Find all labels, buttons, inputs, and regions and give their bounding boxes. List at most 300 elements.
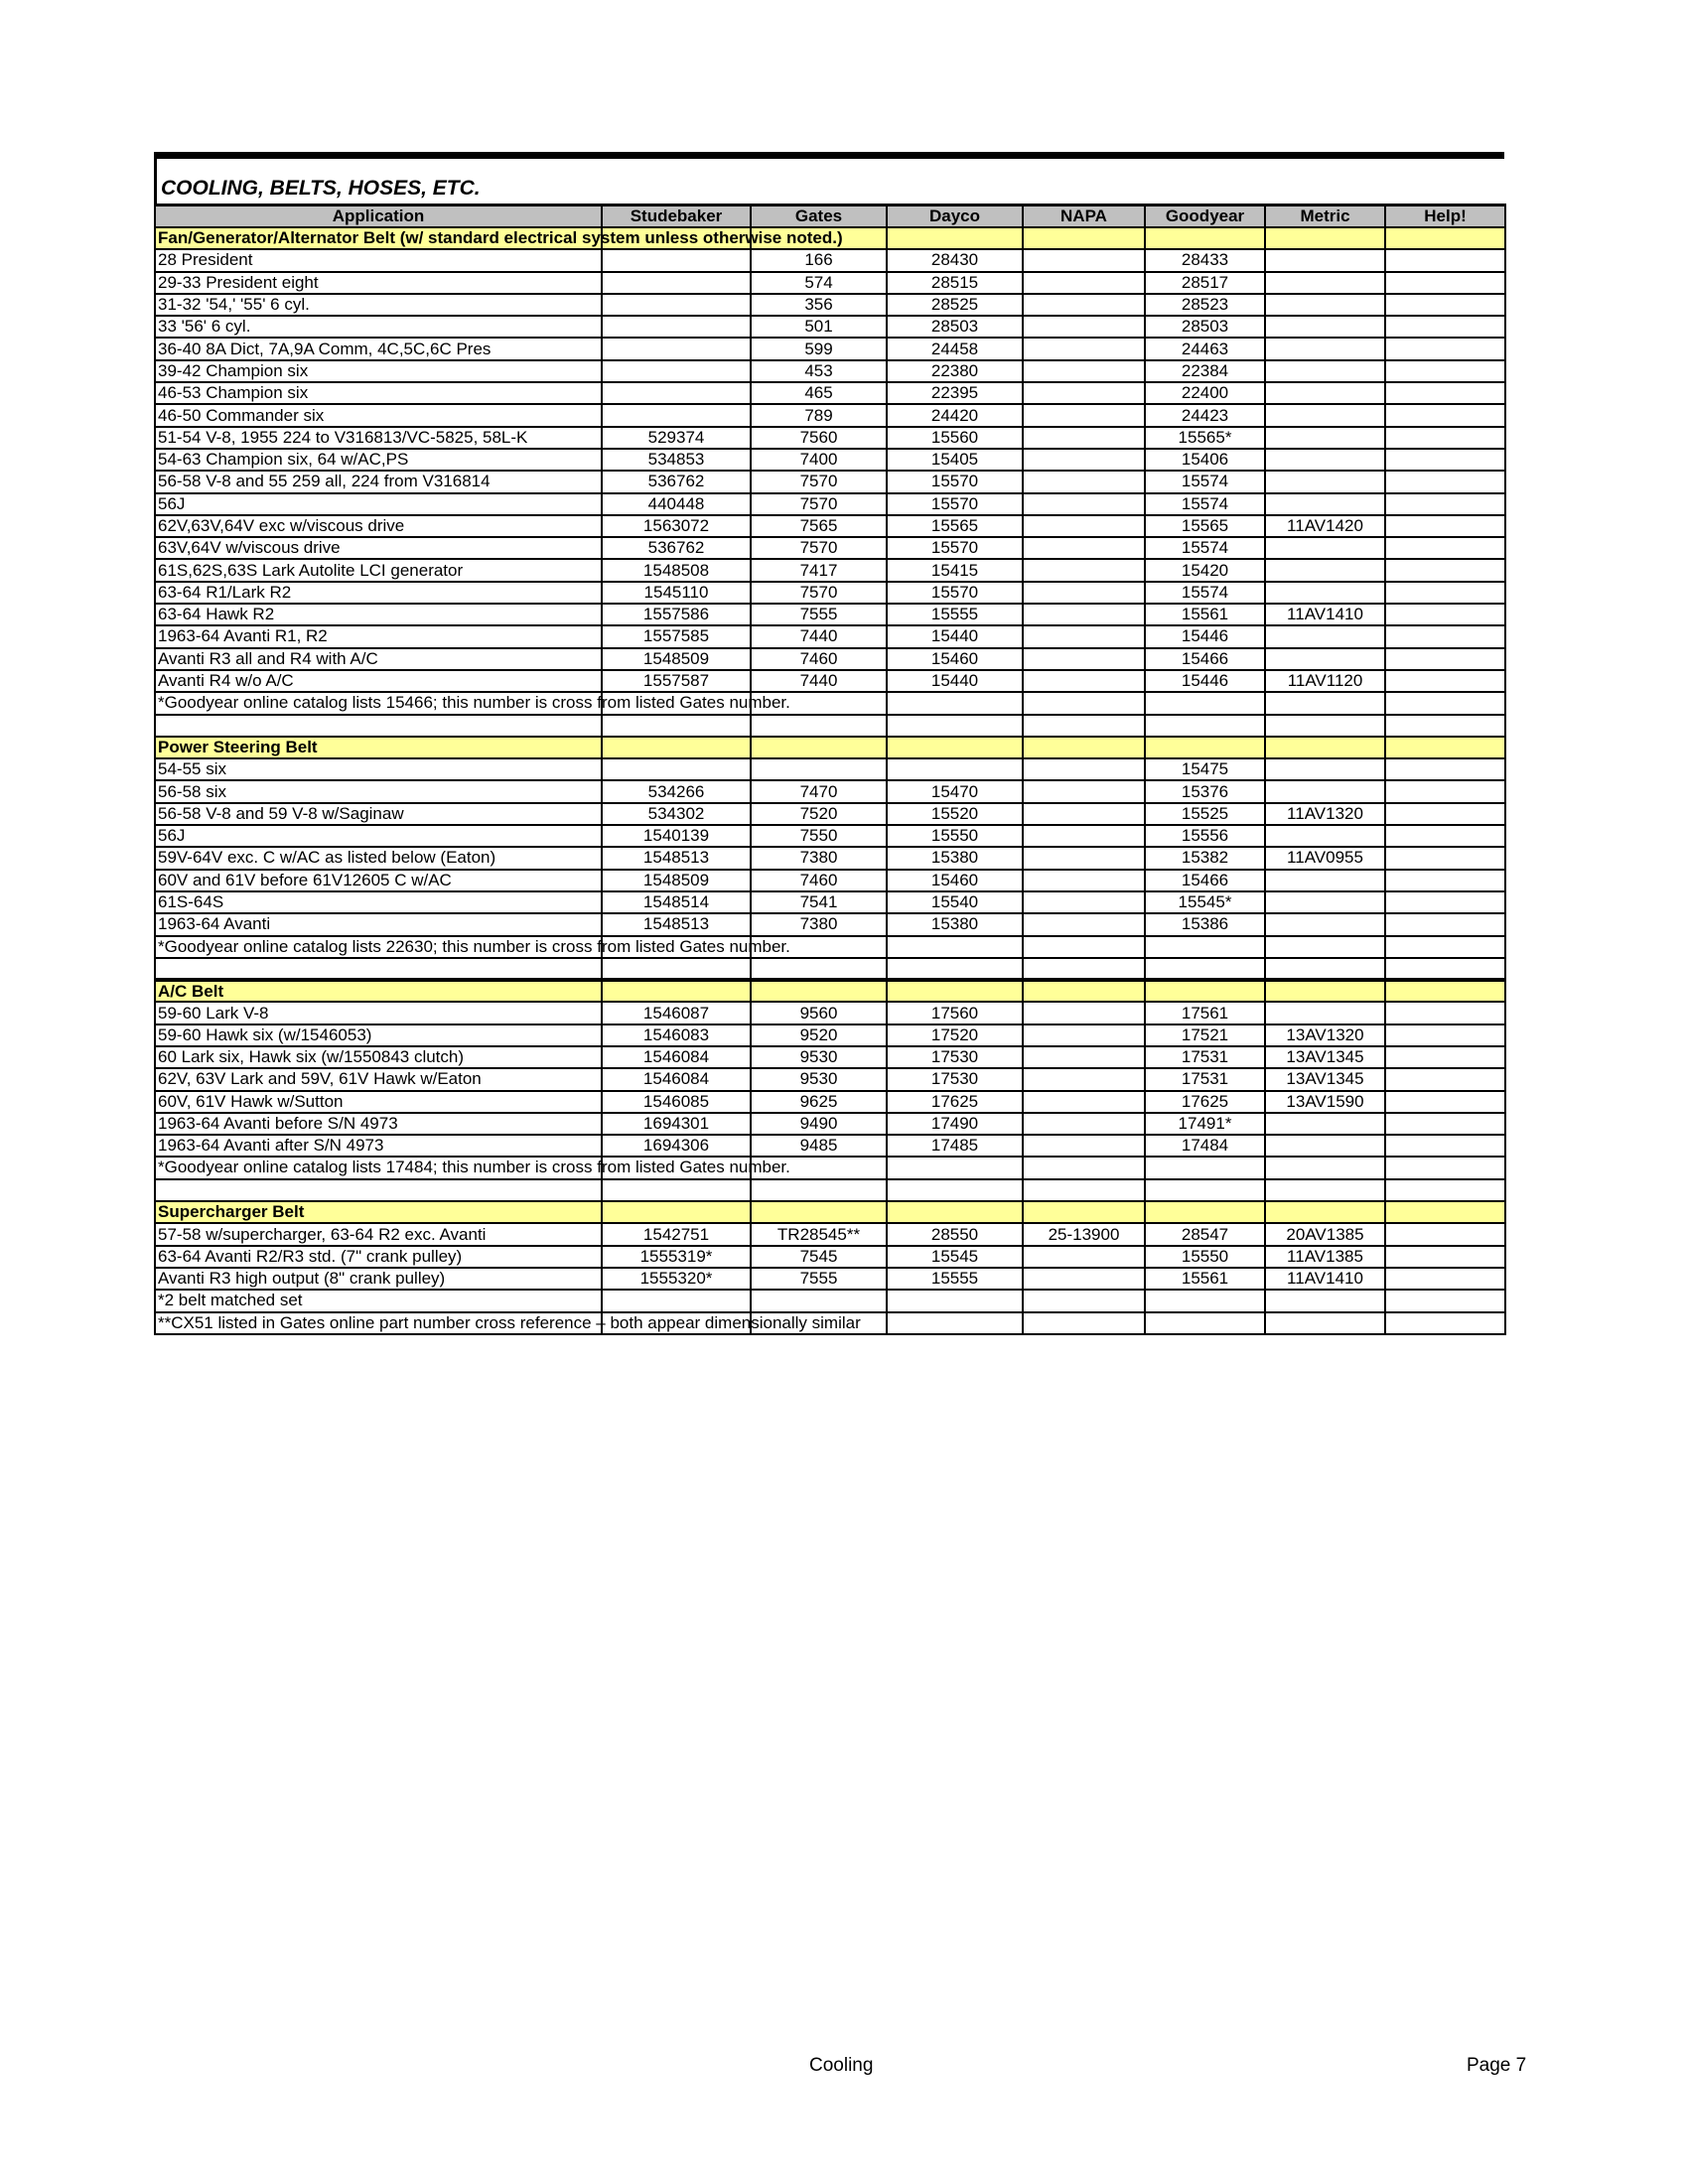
dayco-cell: 28525 [887, 294, 1023, 316]
metric-cell [1265, 249, 1385, 271]
help-cell [1385, 272, 1505, 294]
footnote: **CX51 listed in Gates online part number cross reference – both appear dimensionally similar [158, 1312, 861, 1332]
empty-cell [155, 958, 602, 980]
studebaker-cell: 1548514 [602, 891, 751, 913]
empty-cell [751, 958, 887, 980]
empty-cell [751, 1179, 887, 1201]
studebaker-cell: 440448 [602, 493, 751, 515]
goodyear-cell: 15446 [1145, 625, 1265, 647]
dayco-cell [887, 758, 1023, 780]
note-cell [155, 1312, 861, 1334]
dayco-cell: 15565 [887, 515, 1023, 537]
column-header: Gates [751, 205, 887, 228]
empty-cell [1145, 715, 1265, 737]
application-cell: 62V,63V,64V exc w/viscous drive [155, 515, 602, 537]
empty-cell [751, 1290, 887, 1311]
dayco-cell: 15380 [887, 913, 1023, 935]
empty-cell [1145, 1201, 1265, 1223]
napa-cell [1023, 1046, 1145, 1068]
gates-cell: 7570 [751, 471, 887, 492]
studebaker-cell: 536762 [602, 471, 751, 492]
napa-cell [1023, 582, 1145, 604]
empty-cell [602, 980, 751, 1002]
goodyear-cell: 15382 [1145, 847, 1265, 869]
napa-cell [1023, 1135, 1145, 1157]
empty-cell [1023, 958, 1145, 980]
application-cell: 59-60 Hawk six (w/1546053) [155, 1024, 602, 1046]
napa-cell [1023, 913, 1145, 935]
metric-cell [1265, 1002, 1385, 1024]
studebaker-cell: 1548509 [602, 870, 751, 891]
napa-cell [1023, 758, 1145, 780]
studebaker-cell [602, 249, 751, 271]
help-cell [1385, 249, 1505, 271]
application-cell: 56J [155, 493, 602, 515]
metric-cell [1265, 338, 1385, 359]
metric-cell [1265, 294, 1385, 316]
studebaker-cell: 529374 [602, 427, 751, 449]
empty-cell [887, 227, 1023, 249]
column-header: Goodyear [1145, 205, 1265, 228]
empty-cell [1385, 715, 1505, 737]
empty-cell [1023, 1290, 1145, 1311]
metric-cell: 11AV0955 [1265, 847, 1385, 869]
dayco-cell: 17530 [887, 1046, 1023, 1068]
gates-cell: 9530 [751, 1068, 887, 1090]
dayco-cell: 15460 [887, 870, 1023, 891]
empty-cell [602, 1179, 751, 1201]
studebaker-cell: 1546084 [602, 1068, 751, 1090]
dayco-cell: 17560 [887, 1002, 1023, 1024]
empty-cell [602, 1201, 751, 1223]
goodyear-cell: 15561 [1145, 1268, 1265, 1290]
dayco-cell: 17530 [887, 1068, 1023, 1090]
metric-cell [1265, 758, 1385, 780]
dayco-cell: 28515 [887, 272, 1023, 294]
studebaker-cell: 1555319* [602, 1246, 751, 1268]
empty-cell [1023, 737, 1145, 758]
metric-cell: 11AV1420 [1265, 515, 1385, 537]
application-cell: 33 '56' 6 cyl. [155, 316, 602, 338]
metric-cell: 13AV1320 [1265, 1024, 1385, 1046]
column-header: NAPA [1023, 205, 1145, 228]
help-cell [1385, 825, 1505, 847]
goodyear-cell: 15565 [1145, 515, 1265, 537]
dayco-cell: 22380 [887, 360, 1023, 382]
help-cell [1385, 515, 1505, 537]
column-header: Metric [1265, 205, 1385, 228]
footer-page-number: Page 7 [1467, 2055, 1527, 2076]
goodyear-cell: 28517 [1145, 272, 1265, 294]
gates-cell: 7555 [751, 604, 887, 625]
help-cell [1385, 625, 1505, 647]
studebaker-cell: 1540139 [602, 825, 751, 847]
gates-cell: 7541 [751, 891, 887, 913]
dayco-cell: 15570 [887, 471, 1023, 492]
studebaker-cell: 1546087 [602, 1002, 751, 1024]
application-cell: 60V, 61V Hawk w/Sutton [155, 1091, 602, 1113]
studebaker-cell [602, 294, 751, 316]
spacer-row [155, 715, 1505, 737]
napa-cell [1023, 648, 1145, 670]
goodyear-cell: 17625 [1145, 1091, 1265, 1113]
section-header-row [155, 980, 1505, 1002]
gates-cell: 7520 [751, 803, 887, 825]
section-title: Power Steering Belt [158, 737, 318, 756]
table-row [155, 294, 1505, 316]
table-row [155, 1002, 1505, 1024]
help-cell [1385, 648, 1505, 670]
metric-cell [1265, 537, 1385, 559]
empty-cell [751, 715, 887, 737]
empty-cell [1385, 1179, 1505, 1201]
dayco-cell: 15440 [887, 625, 1023, 647]
application-cell: 46-53 Champion six [155, 382, 602, 404]
table-row [155, 648, 1505, 670]
napa-cell [1023, 559, 1145, 581]
application-cell: 36-40 8A Dict, 7A,9A Comm, 4C,5C,6C Pres [155, 338, 602, 359]
empty-cell [1023, 1312, 1145, 1334]
studebaker-cell [602, 382, 751, 404]
empty-cell [887, 1179, 1023, 1201]
studebaker-cell: 1557586 [602, 604, 751, 625]
table-row [155, 1068, 1505, 1090]
empty-cell [1265, 1179, 1385, 1201]
napa-cell [1023, 537, 1145, 559]
gates-cell: 9485 [751, 1135, 887, 1157]
empty-cell [1023, 1157, 1145, 1178]
empty-cell [1145, 692, 1265, 714]
table-row [155, 1223, 1505, 1245]
metric-cell: 11AV1385 [1265, 1246, 1385, 1268]
metric-cell: 13AV1345 [1265, 1068, 1385, 1090]
application-cell: 1963-64 Avanti R1, R2 [155, 625, 602, 647]
empty-cell [602, 1290, 751, 1311]
application-cell: 46-50 Commander six [155, 404, 602, 426]
table-row [155, 537, 1505, 559]
goodyear-cell: 22384 [1145, 360, 1265, 382]
table-row [155, 847, 1505, 869]
empty-cell [1385, 958, 1505, 980]
studebaker-cell: 1542751 [602, 1223, 751, 1245]
goodyear-cell: 17521 [1145, 1024, 1265, 1046]
dayco-cell: 15545 [887, 1246, 1023, 1268]
metric-cell [1265, 582, 1385, 604]
help-cell [1385, 1223, 1505, 1245]
help-cell [1385, 382, 1505, 404]
table-row [155, 582, 1505, 604]
studebaker-cell: 1546085 [602, 1091, 751, 1113]
napa-cell [1023, 272, 1145, 294]
napa-cell [1023, 249, 1145, 271]
empty-cell [887, 936, 1023, 958]
note-cell [155, 936, 790, 958]
application-cell: 54-63 Champion six, 64 w/AC,PS [155, 449, 602, 471]
application-cell: 60 Lark six, Hawk six (w/1550843 clutch) [155, 1046, 602, 1068]
help-cell [1385, 803, 1505, 825]
napa-cell [1023, 825, 1145, 847]
goodyear-cell: 15376 [1145, 780, 1265, 802]
metric-cell [1265, 449, 1385, 471]
application-cell: 29-33 President eight [155, 272, 602, 294]
napa-cell [1023, 471, 1145, 492]
dayco-cell: 15570 [887, 537, 1023, 559]
table-row [155, 559, 1505, 581]
parts-table [154, 204, 1506, 1335]
application-cell: Avanti R4 w/o A/C [155, 670, 602, 692]
empty-cell [1265, 1157, 1385, 1178]
metric-cell [1265, 427, 1385, 449]
section-title-cell [155, 227, 843, 249]
help-cell [1385, 1024, 1505, 1046]
studebaker-cell [602, 360, 751, 382]
empty-cell [1023, 227, 1145, 249]
section-title: A/C Belt [158, 982, 224, 1002]
note-cell [155, 1157, 790, 1178]
section-title-cell [155, 980, 602, 1002]
application-cell: 62V, 63V Lark and 59V, 61V Hawk w/Eaton [155, 1068, 602, 1090]
gates-cell: 9625 [751, 1091, 887, 1113]
dayco-cell: 15540 [887, 891, 1023, 913]
gates-cell: 7555 [751, 1268, 887, 1290]
studebaker-cell [602, 758, 751, 780]
goodyear-cell: 15406 [1145, 449, 1265, 471]
help-cell [1385, 1091, 1505, 1113]
metric-cell: 11AV1320 [1265, 803, 1385, 825]
gates-cell [751, 758, 887, 780]
help-cell [1385, 604, 1505, 625]
table-row [155, 825, 1505, 847]
napa-cell [1023, 870, 1145, 891]
napa-cell [1023, 294, 1145, 316]
empty-cell [1145, 1157, 1265, 1178]
napa-cell [1023, 316, 1145, 338]
table-row [155, 382, 1505, 404]
empty-cell [1145, 1290, 1265, 1311]
gates-cell: 166 [751, 249, 887, 271]
help-cell [1385, 360, 1505, 382]
dayco-cell: 15470 [887, 780, 1023, 802]
dayco-cell: 15555 [887, 604, 1023, 625]
metric-cell [1265, 471, 1385, 492]
studebaker-cell: 536762 [602, 537, 751, 559]
empty-cell [1023, 936, 1145, 958]
goodyear-cell: 15550 [1145, 1246, 1265, 1268]
gates-cell: 7380 [751, 847, 887, 869]
help-cell [1385, 449, 1505, 471]
goodyear-cell: 15475 [1145, 758, 1265, 780]
studebaker-cell: 534302 [602, 803, 751, 825]
table-row [155, 471, 1505, 492]
dayco-cell: 15570 [887, 493, 1023, 515]
goodyear-cell: 28433 [1145, 249, 1265, 271]
empty-cell [155, 1179, 602, 1201]
application-cell: 28 President [155, 249, 602, 271]
empty-cell [1145, 1312, 1265, 1334]
empty-cell [887, 1290, 1023, 1311]
napa-cell [1023, 1091, 1145, 1113]
napa-cell [1023, 515, 1145, 537]
section-header-row [155, 737, 1505, 758]
napa-cell [1023, 891, 1145, 913]
metric-cell [1265, 648, 1385, 670]
column-header: Help! [1385, 205, 1505, 228]
empty-cell [155, 715, 602, 737]
note-row [155, 692, 1505, 714]
help-cell [1385, 471, 1505, 492]
parts-sheet [154, 152, 1504, 1335]
application-cell: 56J [155, 825, 602, 847]
gates-cell: 7570 [751, 537, 887, 559]
empty-cell [1265, 737, 1385, 758]
empty-cell [1385, 1312, 1505, 1334]
empty-cell [751, 737, 887, 758]
empty-cell [1385, 737, 1505, 758]
empty-cell [1385, 692, 1505, 714]
table-row [155, 1268, 1505, 1290]
application-cell: 1963-64 Avanti [155, 913, 602, 935]
empty-cell [1023, 1201, 1145, 1223]
empty-cell [1145, 958, 1265, 980]
application-cell: 61S-64S [155, 891, 602, 913]
application-cell: Avanti R3 all and R4 with A/C [155, 648, 602, 670]
napa-cell [1023, 1068, 1145, 1090]
help-cell [1385, 427, 1505, 449]
section-title-cell [155, 1201, 602, 1223]
column-header: Application [155, 205, 602, 228]
gates-cell: 599 [751, 338, 887, 359]
application-cell: 56-58 V-8 and 55 259 all, 224 from V316814 [155, 471, 602, 492]
gates-cell: 7570 [751, 582, 887, 604]
dayco-cell: 24420 [887, 404, 1023, 426]
goodyear-cell: 15525 [1145, 803, 1265, 825]
column-header: Studebaker [602, 205, 751, 228]
note-cell [155, 692, 790, 714]
gates-cell: 7550 [751, 825, 887, 847]
empty-cell [887, 958, 1023, 980]
napa-cell [1023, 360, 1145, 382]
empty-cell [1023, 980, 1145, 1002]
footnote: *Goodyear online catalog lists 15466; this number is cross from listed Gates number. [158, 693, 790, 713]
metric-cell [1265, 360, 1385, 382]
table-row [155, 670, 1505, 692]
gates-cell: 501 [751, 316, 887, 338]
metric-cell [1265, 625, 1385, 647]
goodyear-cell: 15574 [1145, 493, 1265, 515]
dayco-cell: 28550 [887, 1223, 1023, 1245]
application-cell: 1963-64 Avanti after S/N 4973 [155, 1135, 602, 1157]
note-row [155, 936, 1505, 958]
dayco-cell: 22395 [887, 382, 1023, 404]
application-cell: 39-42 Champion six [155, 360, 602, 382]
gates-cell: 7565 [751, 515, 887, 537]
goodyear-cell: 24423 [1145, 404, 1265, 426]
empty-cell [887, 1157, 1023, 1178]
gates-cell: 7417 [751, 559, 887, 581]
table-row [155, 604, 1505, 625]
empty-cell [1385, 1201, 1505, 1223]
gates-cell: 9530 [751, 1046, 887, 1068]
table-row [155, 272, 1505, 294]
help-cell [1385, 670, 1505, 692]
gates-cell: 9490 [751, 1113, 887, 1135]
goodyear-cell: 15446 [1145, 670, 1265, 692]
metric-cell [1265, 825, 1385, 847]
gates-cell: 574 [751, 272, 887, 294]
application-cell: 56-58 six [155, 780, 602, 802]
goodyear-cell: 28547 [1145, 1223, 1265, 1245]
metric-cell [1265, 316, 1385, 338]
gates-cell: 9560 [751, 1002, 887, 1024]
gates-cell: 7440 [751, 670, 887, 692]
application-cell: 54-55 six [155, 758, 602, 780]
application-cell: 56-58 V-8 and 59 V-8 w/Saginaw [155, 803, 602, 825]
studebaker-cell: 1546084 [602, 1046, 751, 1068]
goodyear-cell: 15466 [1145, 648, 1265, 670]
empty-cell [1265, 958, 1385, 980]
help-cell [1385, 338, 1505, 359]
metric-cell [1265, 1135, 1385, 1157]
metric-cell [1265, 913, 1385, 935]
metric-cell: 11AV1120 [1265, 670, 1385, 692]
studebaker-cell [602, 338, 751, 359]
spacer-row [155, 1179, 1505, 1201]
application-cell: 51-54 V-8, 1955 224 to V316813/VC-5825, 58L-K [155, 427, 602, 449]
metric-cell: 11AV1410 [1265, 1268, 1385, 1290]
table-row [155, 780, 1505, 802]
application-cell: 1963-64 Avanti before S/N 4973 [155, 1113, 602, 1135]
studebaker-cell: 1557585 [602, 625, 751, 647]
empty-cell [1145, 227, 1265, 249]
help-cell [1385, 780, 1505, 802]
studebaker-cell: 1557587 [602, 670, 751, 692]
top-rule [154, 152, 1504, 159]
empty-cell [1265, 1290, 1385, 1311]
goodyear-cell: 15574 [1145, 582, 1265, 604]
empty-cell [1265, 1312, 1385, 1334]
note-cell [155, 1290, 602, 1311]
gates-cell: 7400 [751, 449, 887, 471]
table-row [155, 1246, 1505, 1268]
note-row [155, 1290, 1505, 1311]
goodyear-cell: 15556 [1145, 825, 1265, 847]
footnote: *2 belt matched set [158, 1291, 303, 1310]
napa-cell [1023, 670, 1145, 692]
goodyear-cell: 15565* [1145, 427, 1265, 449]
napa-cell [1023, 803, 1145, 825]
napa-cell [1023, 449, 1145, 471]
dayco-cell: 15560 [887, 427, 1023, 449]
gates-cell: 356 [751, 294, 887, 316]
help-cell [1385, 1268, 1505, 1290]
empty-cell [1145, 980, 1265, 1002]
table-row [155, 249, 1505, 271]
table-row [155, 1046, 1505, 1068]
dayco-cell: 15555 [887, 1268, 1023, 1290]
help-cell [1385, 1002, 1505, 1024]
napa-cell [1023, 1246, 1145, 1268]
napa-cell [1023, 847, 1145, 869]
note-row [155, 1157, 1505, 1178]
goodyear-cell: 15420 [1145, 559, 1265, 581]
empty-cell [1385, 227, 1505, 249]
help-cell [1385, 1135, 1505, 1157]
dayco-cell: 15460 [887, 648, 1023, 670]
table-row [155, 338, 1505, 359]
help-cell [1385, 1113, 1505, 1135]
gates-cell: 7440 [751, 625, 887, 647]
goodyear-cell: 17531 [1145, 1046, 1265, 1068]
